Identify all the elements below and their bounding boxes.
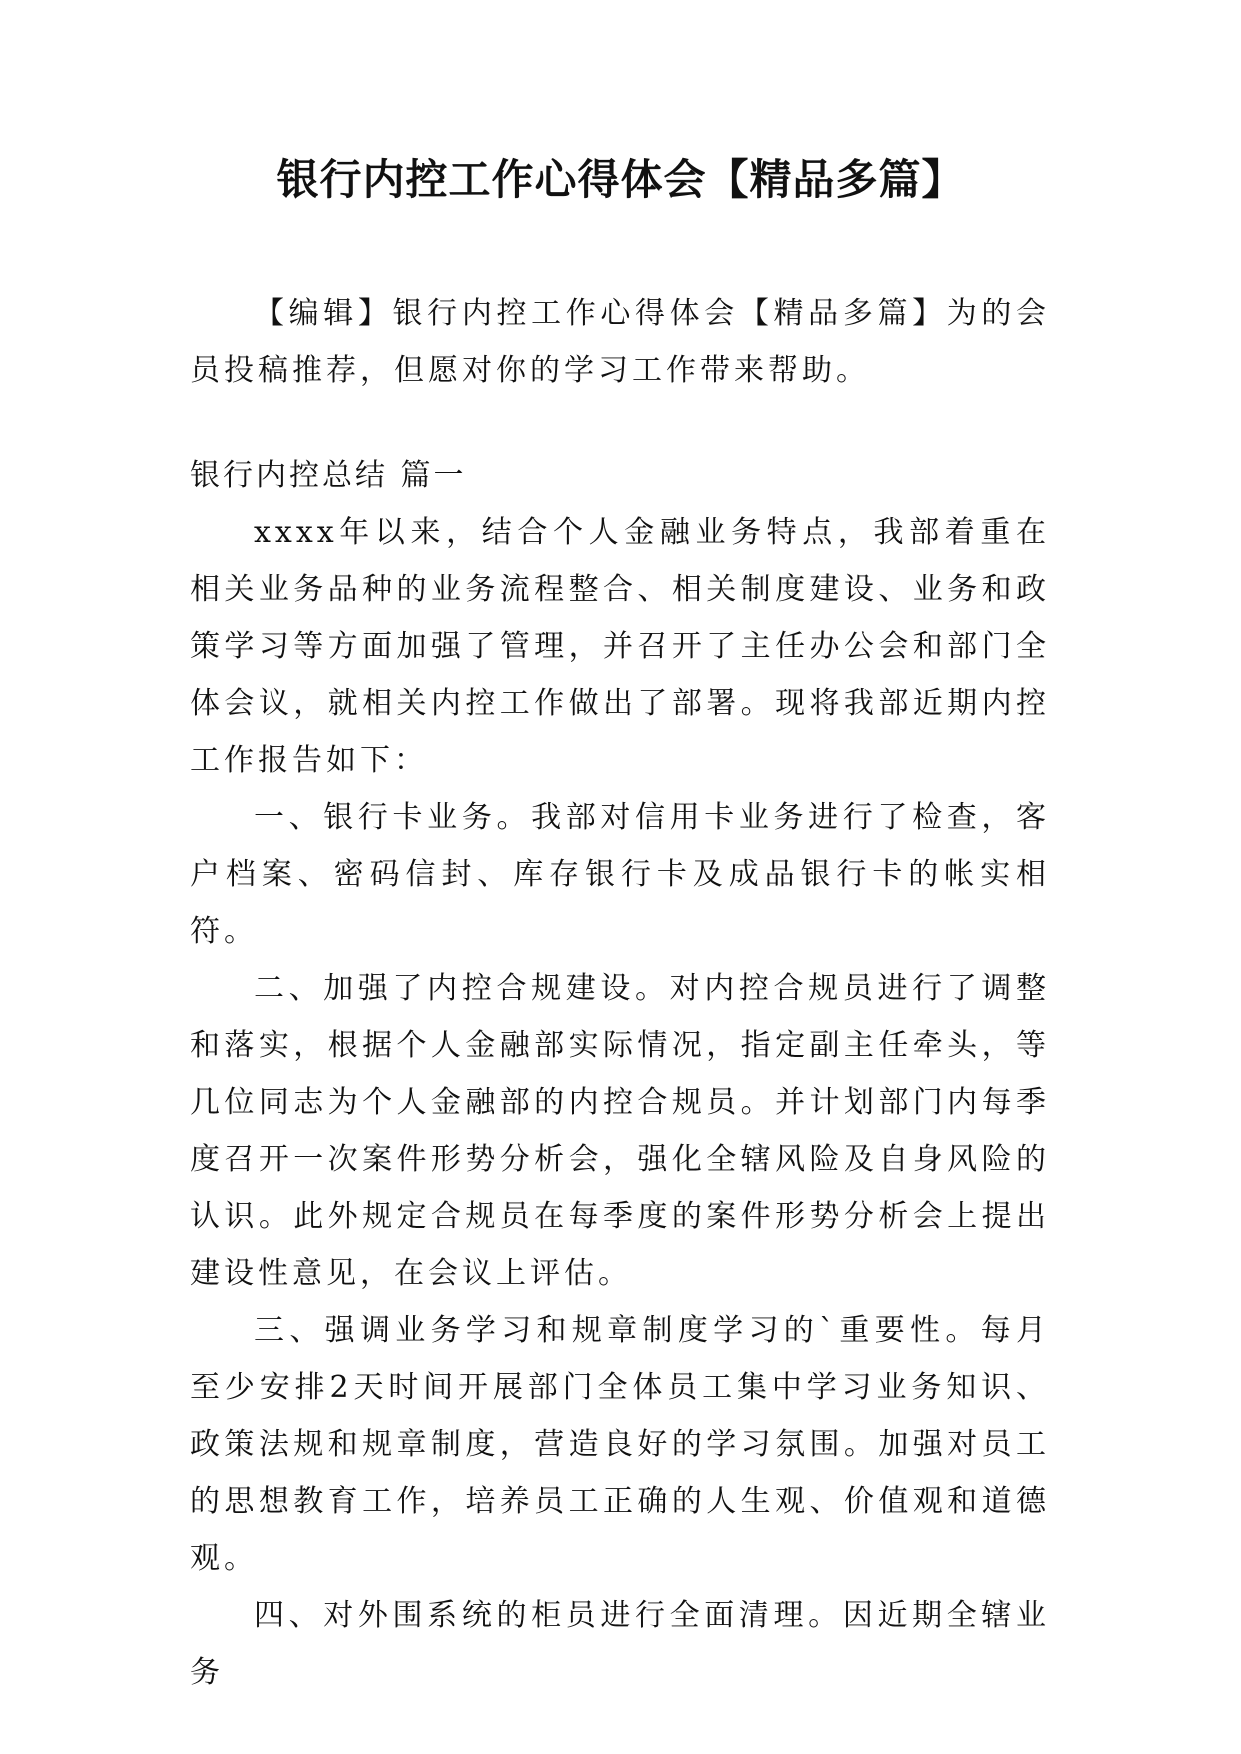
body-paragraph: 二、加强了内控合规建设。对内控合规员进行了调整和落实，根据个人金融部实际情况，指定副主任牵头，等几位同志为个人金融部的内控合规员。并计划部门内每季度召开一次案件形势分析会，强化全辖风险及自身风险的认识。此外规定合规员在每季度的案件形势分析会上提出建设性意见，在会议上评估。 [190,971,1050,1291]
intro-paragraph: 【编辑】银行内控工作心得体会【精品多篇】为的会员投稿推荐，但愿对你的学习工作带来帮助。 [190,296,1050,388]
section-heading: 银行内控总结 篇一 [190,458,467,493]
body-paragraph: xxxx年以来，结合个人金融业务特点，我部着重在相关业务品种的业务流程整合、相关制度建设、业务和政策学习等方面加强了管理，并召开了主任办公会和部门全体会议，就相关内控工作做出了部署。现将我部近期内控工作报告如下： [190,515,1050,778]
document-body [190,285,1050,1701]
document-title: 银行内控工作心得体会【精品多篇】 [276,155,965,204]
body-paragraph: 四、对外围系统的柜员进行全面清理。因近期全辖业务 [190,1598,1050,1690]
body-paragraph: 一、银行卡业务。我部对信用卡业务进行了检查，客户档案、密码信封、库存银行卡及成品银行卡的帐实相符。 [190,800,1050,949]
body-paragraph: 三、强调业务学习和规章制度学习的`重要性。每月至少安排2天时间开展部门全体员工集中学习业务知识、政策法规和规章制度，营造良好的学习氛围。加强对员工的思想教育工作，培养员工正确的人生观、价值观和道德观。 [190,1313,1050,1576]
